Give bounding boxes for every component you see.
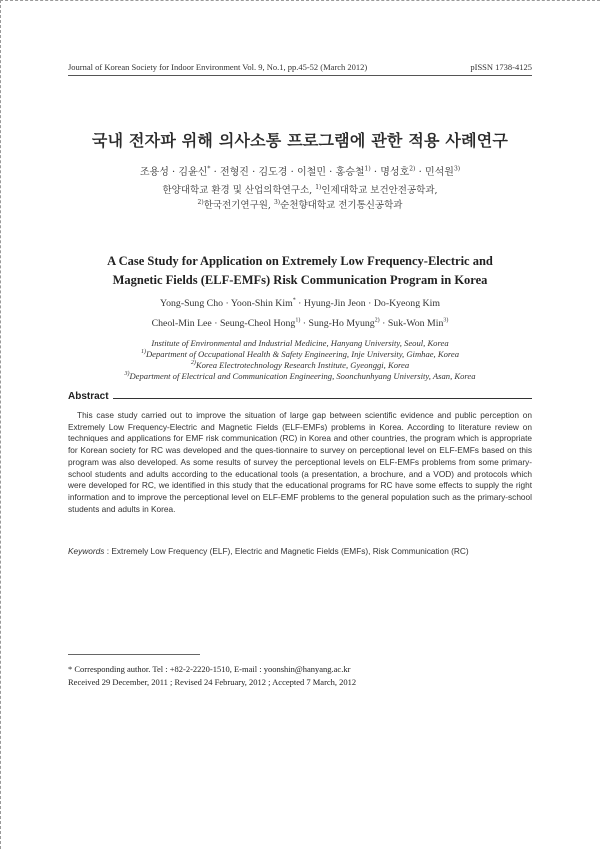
- english-title-line2: Magnetic Fields (ELF-EMFs) Risk Communication Program in Korea: [112, 273, 488, 287]
- corresponding-author: * Corresponding author. Tel : +82-2-2220-1510, E-mail : yoonshin@hanyang.ac.kr: [68, 664, 351, 674]
- author-mark: 3): [453, 165, 461, 173]
- korean-affiliation-line1: 한양대학교 환경 및 산업의학연구소, $^{1)}$인제대학교 보건안전공학과,: [162, 183, 438, 196]
- english-authors-line2: [0, 318, 600, 329]
- author-separator: ·: [210, 167, 220, 178]
- author-separator: ·: [300, 318, 309, 329]
- author-name: 김도경: [258, 167, 288, 178]
- received-dates: Received 29 December, 2011 ; Revised 24 February, 2012 ; Accepted 7 March, 2012: [68, 677, 357, 687]
- author-mark: 1): [364, 165, 371, 173]
- author-name: Do-Kyeong Kim: [373, 298, 440, 309]
- author-separator: ·: [415, 167, 425, 178]
- abstract-rule: [68, 398, 532, 399]
- author-name: 김윤신: [178, 167, 208, 178]
- author-mark: 3): [443, 317, 449, 324]
- author-separator: ·: [295, 298, 304, 309]
- author-mark: *: [207, 165, 211, 173]
- author-name: Hyung-Jin Jeon: [303, 298, 366, 309]
- author-name: 민석원: [424, 167, 454, 178]
- author-name: 홍승철: [335, 167, 365, 178]
- author-separator: ·: [379, 318, 388, 329]
- issn: pISSN 1738-4125: [470, 62, 532, 72]
- author-separator: ·: [326, 167, 336, 178]
- author-name: Sung-Ho Myung: [308, 318, 375, 329]
- author-name: 전형진: [219, 167, 249, 178]
- author-name: 조용성: [139, 167, 169, 178]
- author-separator: ·: [248, 167, 259, 178]
- footnote: [68, 663, 356, 689]
- author-name: Yong-Sung Cho: [160, 298, 224, 309]
- korean-affiliation-line2: $^{2)}$한국전기연구원, $^{3)}$순천향대학교 전기통신공학과: [197, 198, 403, 211]
- korean-title: 국내 전자파 위해 의사소통 프로그램에 관한 적용 사례연구: [91, 131, 509, 150]
- author-separator: ·: [168, 167, 179, 178]
- author-mark: 2): [409, 165, 416, 173]
- author-name: 명성호: [380, 167, 410, 178]
- author-separator: ·: [365, 298, 374, 309]
- keywords-label: Keywords: [68, 546, 105, 556]
- english-affiliation-1: $^{1)}$Department of Occupational Health & Safety Engineering, Inje University, Gimhae, Korea: [140, 349, 460, 359]
- author-separator: ·: [211, 318, 220, 329]
- abstract-heading: Abstract: [68, 391, 113, 402]
- author-mark: *: [292, 297, 296, 304]
- author-name: Cheol-Min Lee: [151, 318, 212, 329]
- author-separator: ·: [287, 167, 298, 178]
- keywords-list: : Extremely Low Frequency (ELF), Electric and Magnetic Fields (EMFs), Risk Communication (RC): [104, 546, 469, 556]
- header-rule: [68, 75, 532, 76]
- english-affiliation-2: $^{2)}$Korea Electrotechnology Research Institute, Gyeonggi, Korea: [190, 360, 410, 370]
- running-header: [68, 62, 532, 74]
- author-separator: ·: [223, 298, 231, 309]
- english-affiliation-3: $^{3)}$Department of Electrical and Communication Engineering, Soonchunhyang University, Asan, Korea: [124, 371, 476, 381]
- keywords: [68, 546, 532, 556]
- english-title: [60, 252, 540, 290]
- author-name: Yoon-Shin Kim: [230, 298, 293, 309]
- author-mark: 2): [374, 317, 380, 324]
- journal-citation: Journal of Korean Society for Indoor Environment Vol. 9, No.1, pp.45-52 (March 2012): [68, 62, 368, 72]
- english-authors-line1: [0, 298, 600, 309]
- author-name: 이철민: [297, 167, 326, 178]
- author-separator: ·: [370, 167, 381, 178]
- english-title-line1: A Case Study for Application on Extremely Low Frequency-Electric and: [107, 254, 493, 268]
- abstract-body: This case study carried out to improve the situation of large gap between scientific evidence and public perception on Extremely Low Frequency-Electric and Magnetic Fields (ELF-EMFs) problems in Korea. According to literature review on techniques and applications for EMF risk communication (RC) in Korea and other countries, the program which is appropriate for Korean society for RC was developed and the ques-tionnaire to survey on perceptional level on ELF-EMFs based on this program was also developed. As some results of survey the perceptional levels on ELF-EMFs problems from some primary-school students and adults according to the educational tools (a presentation, a brochure, and a VOD) and protocols which were developed for RC, we identified in this study that the educational programs for RC have some effects to supply the right information and to improve the perceptional level on ELF-EMF problems to the general population such as the primary-school students and adults in Korea.: [68, 410, 532, 514]
- author-name: Suk-Won Min: [387, 318, 444, 329]
- author-name: Seung-Cheol Hong: [219, 318, 296, 329]
- korean-authors: [0, 163, 600, 178]
- author-mark: 1): [295, 317, 301, 324]
- footnote-rule: [68, 654, 200, 655]
- english-affiliation-0: Institute of Environmental and Industrial Medicine, Hanyang University, Seoul, Korea: [151, 338, 449, 348]
